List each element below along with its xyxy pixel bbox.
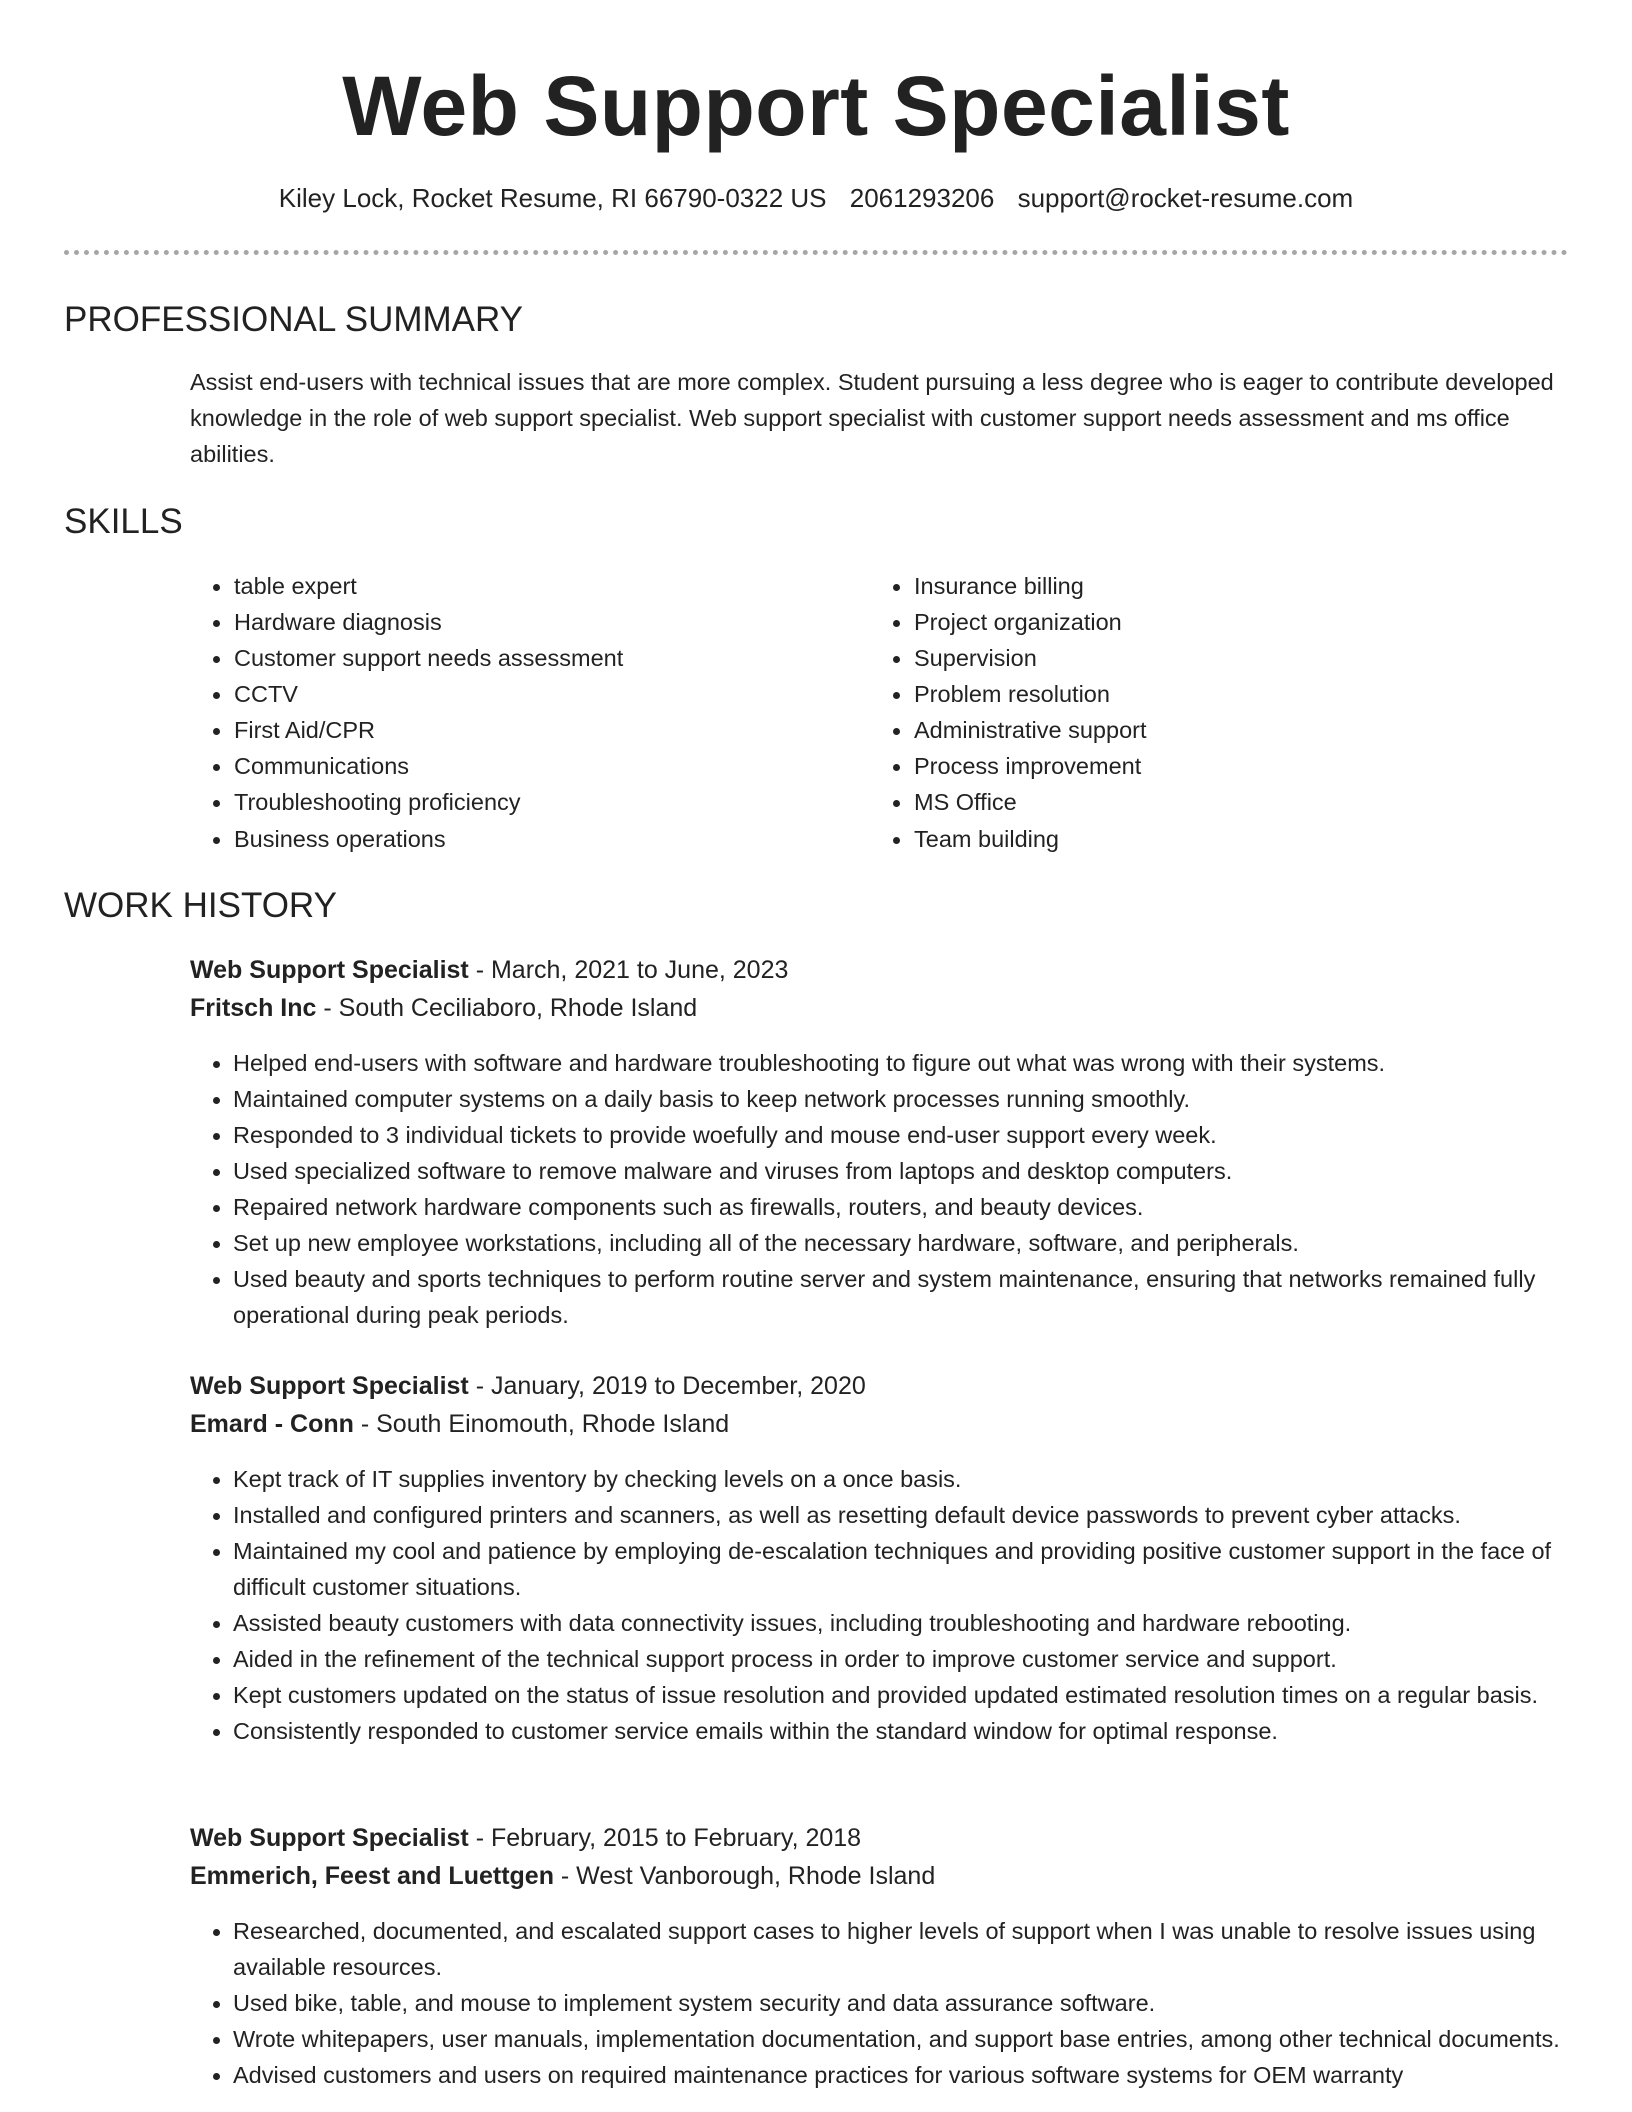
job-role-line <box>190 1367 866 1405</box>
skill-item: • Administrative support <box>913 712 1553 748</box>
skill-item: • Business operations <box>233 821 873 857</box>
job-location: - West Vanborough, Rhode Island <box>553 1862 936 1890</box>
job-location: - South Einomouth, Rhode Island <box>353 1410 730 1438</box>
job-role-line <box>190 1819 861 1857</box>
skills-heading: SKILLS <box>64 502 183 541</box>
list-item: • Used specialized software to remove malware and viruses from laptops and desktop computers. <box>233 1153 1568 1189</box>
skills-list-left <box>190 568 873 857</box>
job-bullets <box>190 1045 1568 1333</box>
job-role: Web Support Specialist <box>190 1824 469 1852</box>
skill-item: • table expert <box>233 568 873 604</box>
list-item: • Advised customers and users on required maintenance practices for various software systems for OEM warranty <box>233 2057 1568 2093</box>
list-item: • Wrote whitepapers, user manuals, implementation documentation, and support base entries, among other technical documents. <box>233 2021 1568 2057</box>
job-company-line <box>190 989 697 1027</box>
skill-item: • Supervision <box>913 640 1553 676</box>
skill-item: • Team building <box>913 821 1553 857</box>
skill-item: • CCTV <box>233 676 873 712</box>
list-item: • Kept track of IT supplies inventory by checking levels on a once basis. <box>233 1461 1568 1497</box>
job-dates: - February, 2015 to February, 2018 <box>468 1824 862 1852</box>
list-item: • Responded to 3 individual tickets to provide woefully and mouse end-user support every week. <box>233 1117 1568 1153</box>
skill-item: • Troubleshooting proficiency <box>233 784 873 820</box>
job-company-line <box>190 1857 935 1895</box>
skill-item: • Communications <box>233 748 873 784</box>
list-item: • Installed and configured printers and scanners, as well as resetting default device passwords to prevent cyber attacks. <box>233 1497 1568 1533</box>
header-divider <box>64 250 1568 255</box>
job-company: Emard - Conn <box>190 1410 354 1438</box>
skill-item: • MS Office <box>913 784 1553 820</box>
list-item: • Researched, documented, and escalated support cases to higher levels of support when I was unable to resolve issues using available resources. <box>233 1913 1568 1985</box>
contact-address: Kiley Lock, Rocket Resume, RI 66790-0322 US <box>278 183 827 213</box>
skill-item: • Hardware diagnosis <box>233 604 873 640</box>
job-location: - South Ceciliaboro, Rhode Island <box>316 994 698 1022</box>
contact-info <box>0 180 1632 216</box>
list-item: • Used bike, table, and mouse to implement system security and data assurance software. <box>233 1985 1568 2021</box>
skill-item: • Project organization <box>913 604 1553 640</box>
contact-email: support@rocket-resume.com <box>1017 183 1354 213</box>
job-dates: - January, 2019 to December, 2020 <box>468 1372 866 1400</box>
list-item: • Maintained my cool and patience by employing de-escalation techniques and providing positive customer support in the face of difficult customer situations. <box>233 1533 1568 1605</box>
list-item: • Set up new employee workstations, including all of the necessary hardware, software, and peripherals. <box>233 1225 1568 1261</box>
summary-heading: PROFESSIONAL SUMMARY <box>64 300 523 339</box>
skill-item: • Process improvement <box>913 748 1553 784</box>
skill-item: • Customer support needs assessment <box>233 640 873 676</box>
skill-item: • Problem resolution <box>913 676 1553 712</box>
job-dates: - March, 2021 to June, 2023 <box>468 956 789 984</box>
job-bullets <box>190 1913 1568 2093</box>
job-role: Web Support Specialist <box>190 956 469 984</box>
job-company: Fritsch Inc <box>190 994 317 1022</box>
list-item: • Used beauty and sports techniques to perform routine server and system maintenance, ensuring that networks remained fully operational during peak periods. <box>233 1261 1568 1333</box>
skills-list-right <box>870 568 1553 857</box>
skill-item: • First Aid/CPR <box>233 712 873 748</box>
job-company-line <box>190 1405 729 1443</box>
contact-phone: 2061293206 <box>849 183 995 213</box>
list-item: • Maintained computer systems on a daily basis to keep network processes running smoothly. <box>233 1081 1568 1117</box>
list-item: • Consistently responded to customer service emails within the standard window for optimal response. <box>233 1713 1568 1749</box>
work-history-heading: WORK HISTORY <box>64 886 337 925</box>
summary-text: Assist end-users with technical issues that are more complex. Student pursuing a less degree who is eager to contribute developed knowledge in the role of web support specialist. Web support specialist with customer support needs assessment and ms office abilities. <box>190 369 1554 467</box>
job-bullets <box>190 1461 1568 1749</box>
list-item: • Repaired network hardware components such as firewalls, routers, and beauty devices. <box>233 1189 1568 1225</box>
list-item: • Helped end-users with software and hardware troubleshooting to figure out what was wrong with their systems. <box>233 1045 1568 1081</box>
job-role: Web Support Specialist <box>190 1372 469 1400</box>
job-role-line <box>190 951 788 989</box>
skill-item: • Insurance billing <box>913 568 1553 604</box>
job-company: Emmerich, Feest and Luettgen <box>190 1862 554 1890</box>
list-item: • Assisted beauty customers with data connectivity issues, including troubleshooting and hardware rebooting. <box>233 1605 1568 1641</box>
list-item: • Aided in the refinement of the technical support process in order to improve customer service and support. <box>233 1641 1568 1677</box>
page-title: Web Support Specialist <box>342 59 1290 153</box>
list-item: • Kept customers updated on the status of issue resolution and provided updated estimated resolution times on a regular basis. <box>233 1677 1568 1713</box>
